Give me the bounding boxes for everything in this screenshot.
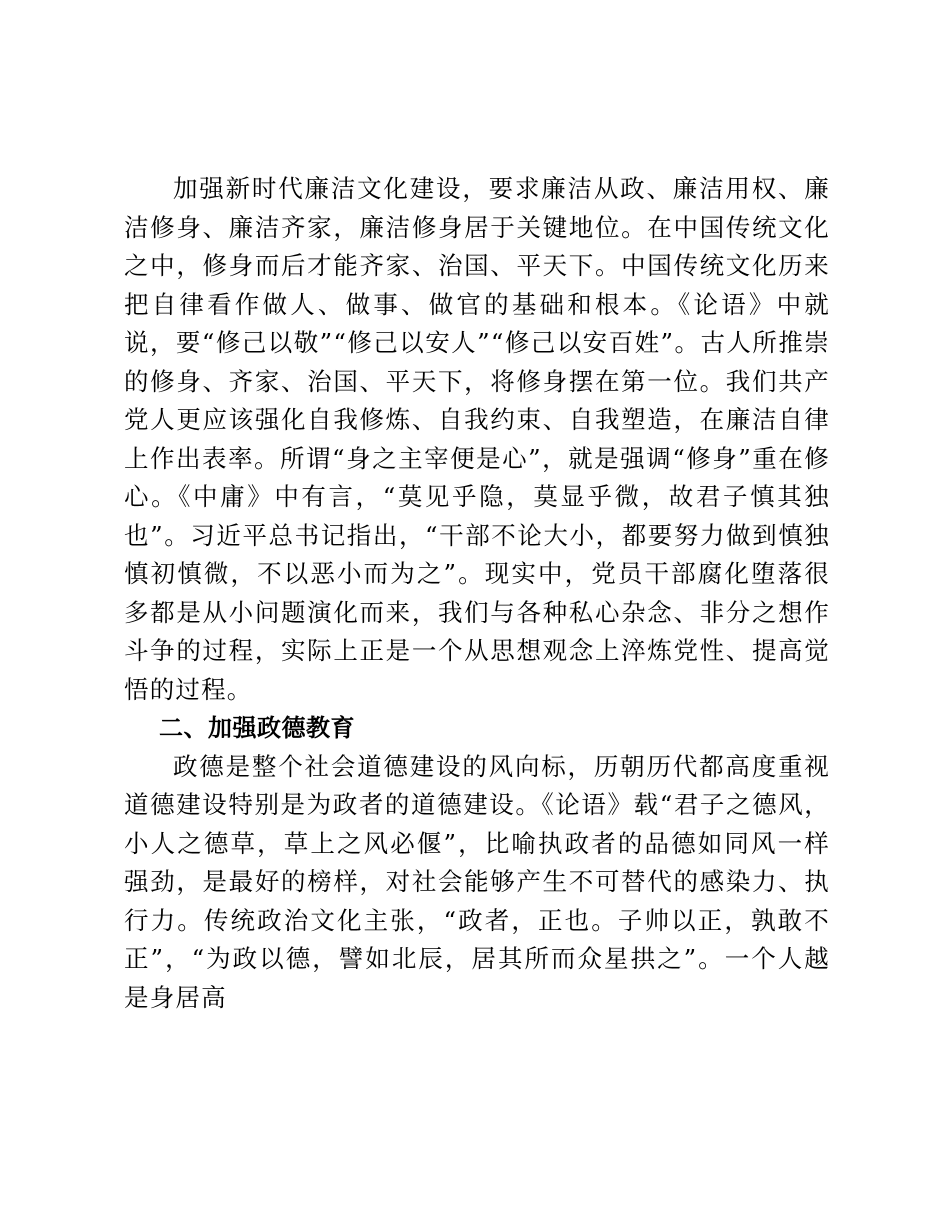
paragraph-self-cultivation: 加强新时代廉洁文化建设，要求廉洁从政、廉洁用权、廉洁修身、廉洁齐家，廉洁修身居于关键地位。在中国传统文化之中，修身而后才能齐家、治国、平天下。中国传统文化历来把自律看作做人、做事、做官的基础和根本。《论语》中就说，要“修己以敬”“修己以安人”“修己以安百姓”。古人所推崇的修身、齐家、治国、平天下，将修身摆在第一位。我们共产党人更应该强化自我修炼、自我约束、自我塑造，在廉洁自律上作出表率。所谓“身之主宰便是心”，就是强调“修身”重在修心。《中庸》中有言，“莫见乎隐，莫显乎微，故君子慎其独也”。习近平总书记指出，“干部不论大小，都要努力做到慎独慎初慎微，不以恶小而为之”。现实中，党员干部腐化堕落很多都是从小问题演化而来，我们与各种私心杂念、非分之想作斗争的过程，实际上正是一个从思想观念上淬炼党性、提高觉悟的过程。 (124, 174, 830, 704)
paragraph-political-ethics: 政德是整个社会道德建设的风向标，历朝历代都高度重视道德建设特别是为政者的道德建设。《论语》载“君子之德风，小人之德草，草上之风必偃”，比喻执政者的品德如同风一样强劲，是最好的榜样，对社会能够产生不可替代的感染力、执行力。传统政治文化主张，“政者，正也。子帅以正，孰敢不正”，“为政以德，譬如北辰，居其所而众星拱之”。一个人越是身居高 (124, 751, 830, 1012)
section-heading: 二、加强政德教育 (159, 714, 355, 742)
document-body (124, 170, 830, 1017)
